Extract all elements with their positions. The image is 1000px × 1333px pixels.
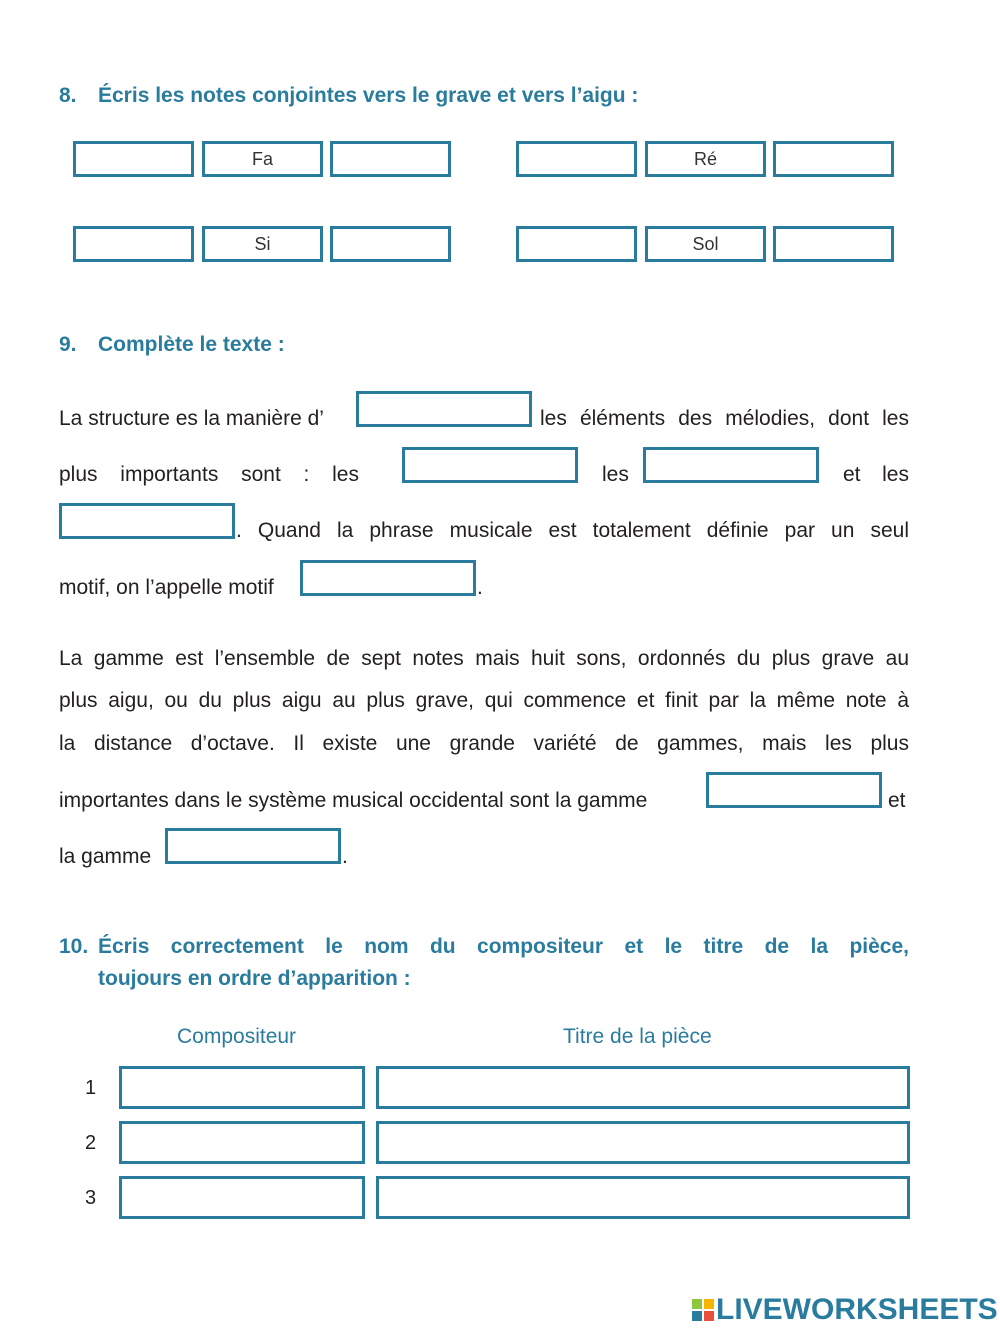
q9-number: 9. xyxy=(59,333,77,356)
q10-column-composer: Compositeur xyxy=(177,1025,297,1048)
liveworksheets-logo-text: LIVEWORKSHEETS xyxy=(716,1293,998,1326)
q8-si-before-input[interactable] xyxy=(73,226,194,262)
q10-composer-input-1[interactable] xyxy=(119,1066,365,1109)
q10-row-number-1: 1 xyxy=(85,1077,97,1099)
q8-sol-after-input[interactable] xyxy=(773,226,894,262)
q9-blank-5[interactable] xyxy=(300,560,476,596)
q8-fa-before-input[interactable] xyxy=(73,141,194,177)
q8-number: 8. xyxy=(59,84,77,107)
q9-p2-line4-end: et xyxy=(888,789,906,812)
q9-blank-3[interactable] xyxy=(643,447,819,483)
q9-title: Complète le texte : xyxy=(98,333,285,356)
q10-row-number-2: 2 xyxy=(85,1132,97,1154)
q8-fa-given: Fa xyxy=(202,141,323,177)
q9-p1-line4-start: motif, on l’appelle motif xyxy=(59,576,274,599)
q10-title-line1: Écris correctement le nom du compositeur et le titre de la pièce, xyxy=(98,935,909,958)
q8-sol-given: Sol xyxy=(645,226,766,262)
q9-blank-6[interactable] xyxy=(706,772,882,808)
q9-p2-line4-start: importantes dans le système musical occidental sont la gamme xyxy=(59,789,648,812)
q9-p1-line1-end: les éléments des mélodies, dont les xyxy=(540,407,909,430)
q10-piece-input-3[interactable] xyxy=(376,1176,910,1219)
q8-re-given: Ré xyxy=(645,141,766,177)
q9-p2-line2: plus aigu, ou du plus aigu au plus grave, qui commence et finit par la même note à xyxy=(59,689,909,712)
q10-composer-input-3[interactable] xyxy=(119,1176,365,1219)
q9-p2-line1: La gamme est l’ensemble de sept notes mais huit sons, ordonnés du plus grave au xyxy=(59,647,909,670)
q10-row-number-3: 3 xyxy=(85,1187,97,1209)
q8-re-after-input[interactable] xyxy=(773,141,894,177)
q9-p1-line2-end: et les xyxy=(843,463,909,486)
liveworksheets-logo-icon xyxy=(692,1299,714,1321)
q9-blank-1[interactable] xyxy=(356,391,532,427)
q9-p1-line2-start: plus importants sont : les xyxy=(59,463,359,486)
q8-si-given: Si xyxy=(202,226,323,262)
q9-p1-line4-end: . xyxy=(477,576,483,599)
q9-blank-2[interactable] xyxy=(402,447,578,483)
q9-p1-line1-start: La structure es la manière d’ xyxy=(59,407,324,430)
q9-p1-line2-mid: les xyxy=(602,463,629,486)
q9-blank-7[interactable] xyxy=(165,828,341,864)
q8-sol-before-input[interactable] xyxy=(516,226,637,262)
q8-re-before-input[interactable] xyxy=(516,141,637,177)
q10-piece-input-2[interactable] xyxy=(376,1121,910,1164)
q10-column-title: Titre de la pièce xyxy=(563,1025,712,1048)
q8-title: Écris les notes conjointes vers le grave et vers l’aigu : xyxy=(98,84,639,107)
q10-piece-input-1[interactable] xyxy=(376,1066,910,1109)
q10-number: 10. xyxy=(59,935,89,958)
q8-fa-after-input[interactable] xyxy=(330,141,451,177)
q9-p1-line3: . Quand la phrase musicale est totalement définie par un seul xyxy=(236,519,909,542)
q9-p2-line3: la distance d’octave. Il existe une grande variété de gammes, mais les plus xyxy=(59,732,909,755)
q9-p2-line5-start: la gamme xyxy=(59,845,152,868)
q10-title-line2: toujours en ordre d’apparition : xyxy=(98,967,411,990)
liveworksheets-logo xyxy=(692,1292,998,1328)
q8-si-after-input[interactable] xyxy=(330,226,451,262)
q9-p2-line5-end: . xyxy=(342,845,348,868)
q9-blank-4[interactable] xyxy=(59,503,235,539)
q10-composer-input-2[interactable] xyxy=(119,1121,365,1164)
